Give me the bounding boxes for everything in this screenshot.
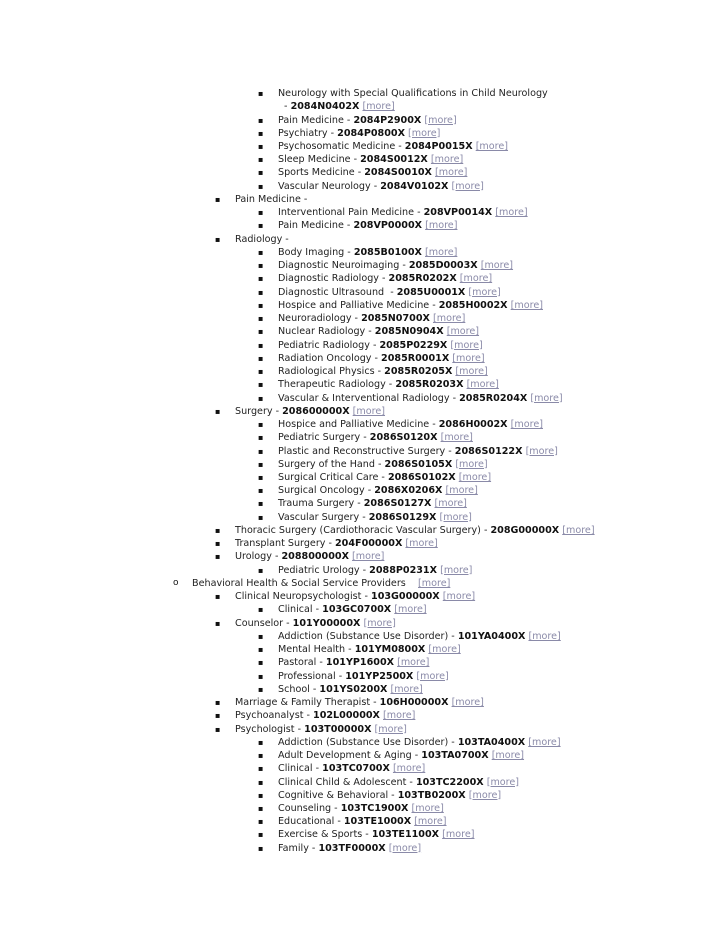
entry-text: [278, 166, 467, 179]
more-link[interactable]: [more]: [418, 577, 451, 589]
entry-text: [278, 272, 492, 285]
entry-label: Counseling -: [278, 803, 341, 814]
more-link[interactable]: [more]: [388, 842, 422, 854]
entry-label: Vascular Neurology -: [278, 180, 381, 192]
more-link[interactable]: [more]: [528, 736, 561, 748]
entry-text: [278, 603, 427, 616]
entry-text: [278, 471, 491, 484]
entry-text: [278, 153, 463, 166]
bullet-icon: ▪: [258, 367, 264, 376]
entry-label: Sleep Medicine -: [278, 154, 361, 166]
entry-text: [235, 405, 385, 418]
bullet-icon: ▪: [258, 777, 264, 787]
more-link[interactable]: [more]: [445, 485, 478, 497]
entry-label: Pediatric Surgery -: [278, 432, 370, 444]
entry-text: [278, 736, 561, 749]
taxonomy-code: 2086S0122X: [454, 445, 523, 457]
taxonomy-code: 2085R0203X: [395, 379, 464, 391]
entry-text: [278, 246, 457, 259]
more-link[interactable]: [more]: [440, 564, 473, 576]
bullet-icon: ▪: [258, 565, 264, 575]
entry-text: [278, 325, 479, 338]
more-link[interactable]: [more]: [442, 829, 475, 841]
more-link[interactable]: [more]: [466, 379, 499, 391]
bullet-icon: ▪: [258, 605, 264, 615]
bullet-icon: ▪: [258, 300, 264, 310]
more-link[interactable]: [more]: [510, 299, 543, 311]
bullet-icon: ▪: [258, 804, 264, 813]
entry-text: [278, 828, 474, 841]
more-link[interactable]: [more]: [530, 392, 563, 404]
entry-text: [235, 537, 438, 550]
entry-label: Neuroradiology -: [278, 313, 362, 325]
entry-text: [281, 100, 395, 113]
bullet-icon: ▪: [258, 327, 264, 337]
entry-label: Psychologist -: [235, 723, 305, 735]
more-link[interactable]: [more]: [432, 313, 466, 325]
bullet-icon: ▪: [258, 843, 264, 853]
entry-text: [278, 114, 457, 127]
bullet-icon: ▪: [258, 486, 264, 496]
more-link[interactable]: [more]: [451, 697, 484, 708]
entry-label: Addiction (Substance Use Disorder) -: [278, 630, 458, 642]
taxonomy-code: 2085D0003X: [408, 260, 478, 272]
entry-label: Mental Health -: [278, 644, 355, 656]
entry-text: [278, 776, 519, 789]
entry-label: Exercise & Sports -: [278, 829, 372, 841]
more-link[interactable]: [more]: [408, 127, 441, 139]
taxonomy-code: 101YP1600X: [325, 657, 395, 669]
bullet-icon: ▪: [258, 287, 264, 297]
entry-text: [278, 259, 513, 272]
entry-text: [278, 365, 488, 378]
bullet-icon: ▪: [258, 671, 264, 681]
taxonomy-code: 204F00000X: [335, 538, 403, 550]
entry-text: [278, 378, 499, 391]
bullet-icon: ▪: [258, 261, 264, 271]
entry-text: [278, 206, 528, 219]
more-link[interactable]: [more]: [455, 366, 488, 377]
bullet-icon: ▪: [258, 393, 264, 403]
more-link[interactable]: [more]: [414, 816, 447, 828]
more-link[interactable]: [more]: [458, 472, 492, 483]
taxonomy-code: 208VP0000X: [353, 220, 423, 232]
taxonomy-code: 2088P0231X: [369, 564, 438, 576]
entry-label: Psychiatry -: [278, 127, 338, 139]
entry-label: Surgical Oncology -: [278, 485, 375, 497]
entry-label: Diagnostic Ultrasound -: [278, 286, 397, 298]
entry-label: Therapeutic Radiology -: [278, 379, 396, 391]
entry-label: Behavioral Health & Social Service Providers: [192, 577, 415, 589]
more-link[interactable]: [more]: [390, 683, 423, 695]
entry-label: Pain Medicine -: [235, 193, 311, 205]
taxonomy-code: 2086S0129X: [368, 511, 437, 523]
more-link[interactable]: [more]: [394, 604, 427, 616]
bullet-icon: ▪: [215, 711, 221, 721]
bullet-icon: ▪: [215, 406, 221, 416]
entry-label: Pain Medicine -: [278, 220, 354, 232]
entry-label: Surgical Critical Care -: [278, 472, 388, 483]
taxonomy-code: 2086H0002X: [438, 419, 508, 430]
entry-label: Professional -: [278, 670, 346, 682]
entry-label: Clinical Child & Adolescent -: [278, 776, 416, 788]
more-link[interactable]: [more]: [411, 803, 444, 814]
entry-label: Pain Medicine -: [278, 114, 354, 126]
taxonomy-code: 2084V0102X: [380, 180, 449, 192]
bullet-icon: ▪: [215, 698, 221, 707]
taxonomy-code: 103TE1100X: [371, 829, 440, 841]
entry-label: Marriage & Family Therapist -: [235, 697, 380, 708]
bullet-icon: ▪: [215, 592, 221, 602]
bullet-icon: ▪: [258, 433, 264, 443]
bullet-icon: ▪: [258, 142, 264, 151]
more-link[interactable]: [more]: [416, 670, 449, 682]
entry-label: School -: [278, 683, 320, 695]
entry-text: [192, 577, 450, 590]
entry-text: [235, 617, 396, 630]
entry-text: [278, 842, 421, 855]
taxonomy-code: 2086S0105X: [384, 458, 453, 470]
bullet-icon: ▪: [215, 618, 221, 628]
more-link[interactable]: [more]: [440, 432, 473, 444]
entry-label: Radiation Oncology -: [278, 352, 382, 364]
bullet-icon: ▪: [258, 168, 264, 178]
entry-text: [278, 802, 444, 815]
more-link[interactable]: [more]: [495, 207, 528, 219]
taxonomy-code: 2085R0001X: [381, 352, 450, 364]
entry-text: [278, 87, 548, 100]
entry-label: Diagnostic Neuroimaging -: [278, 260, 409, 272]
taxonomy-code: 208600000X: [282, 405, 350, 417]
entry-label: Interventional Pain Medicine -: [278, 207, 424, 219]
taxonomy-code: 103TA0400X: [457, 736, 526, 748]
entry-label: Surgery of the Hand -: [278, 458, 385, 470]
entry-text: [278, 339, 483, 352]
entry-label: Body Imaging -: [278, 246, 354, 258]
bullet-icon: ▪: [258, 684, 264, 694]
entry-text: [278, 789, 501, 802]
entry-label: Adult Development & Aging -: [278, 750, 422, 761]
more-link[interactable]: [more]: [525, 445, 558, 457]
bullet-icon: ▪: [215, 552, 221, 562]
entry-text: [278, 749, 524, 762]
entry-label: Psychoanalyst -: [235, 710, 314, 722]
bullet-icon: ▪: [258, 737, 264, 747]
taxonomy-code: 208800000X: [281, 551, 349, 563]
more-link[interactable]: [more]: [468, 286, 501, 298]
bullet-icon: ▪: [258, 512, 264, 522]
bullet-icon: ▪: [258, 115, 264, 125]
more-link[interactable]: [more]: [383, 710, 416, 722]
entry-text: [278, 392, 563, 405]
taxonomy-code: 102L00000X: [313, 710, 380, 722]
bullet-icon: ▪: [258, 459, 264, 469]
more-link[interactable]: [more]: [397, 657, 430, 669]
more-link[interactable]: [more]: [425, 220, 458, 232]
entry-label: Addiction (Substance Use Disorder) -: [278, 736, 458, 748]
taxonomy-code: 2084P0800X: [337, 127, 405, 139]
more-link[interactable]: [more]: [451, 180, 484, 192]
taxonomy-code: 2085U0001X: [396, 286, 466, 298]
bullet-icon: ▪: [258, 764, 264, 774]
bullet-icon: ▪: [258, 658, 264, 668]
taxonomy-code: 103TF0000X: [318, 842, 386, 854]
entry-text: [278, 497, 467, 510]
entry-label: -: [281, 101, 291, 113]
entry-text: [278, 630, 561, 643]
entry-text: [278, 670, 449, 683]
taxonomy-code: 2085R0205X: [384, 366, 453, 377]
more-link[interactable]: [more]: [510, 419, 543, 430]
entry-label: Cognitive & Behavioral -: [278, 789, 398, 801]
more-link[interactable]: [more]: [486, 776, 520, 788]
entry-text: [235, 524, 595, 537]
entry-text: [235, 723, 407, 736]
bullet-icon: ▪: [258, 181, 264, 191]
entry-label: Transplant Surgery -: [235, 538, 335, 550]
bullet-icon: ▪: [258, 420, 264, 429]
taxonomy-code: 2084P2900X: [353, 114, 422, 126]
entry-label: Radiological Physics -: [278, 366, 385, 377]
more-link[interactable]: [more]: [430, 154, 464, 166]
more-link[interactable]: [more]: [528, 630, 561, 642]
taxonomy-code: 103TC2200X: [415, 776, 484, 788]
more-link[interactable]: [more]: [362, 101, 395, 113]
taxonomy-code: 103TC1900X: [340, 803, 409, 814]
taxonomy-code: 2084N0402X: [290, 101, 360, 113]
entry-text: [278, 445, 558, 458]
entry-text: [278, 180, 484, 193]
bullet-icon: ▪: [258, 790, 264, 800]
bullet-icon: ▪: [215, 525, 221, 535]
entry-text: [235, 550, 384, 563]
taxonomy-code: 103TC0700X: [322, 763, 390, 775]
bullet-icon: ▪: [215, 194, 221, 204]
taxonomy-code: 101YM0800X: [354, 644, 426, 656]
taxonomy-code: 103TE1000X: [343, 816, 412, 828]
entry-text: [278, 286, 501, 299]
more-link[interactable]: [more]: [455, 458, 488, 470]
bullet-icon: ▪: [215, 234, 221, 244]
taxonomy-code: 208VP0014X: [423, 207, 493, 219]
more-link[interactable]: [more]: [468, 789, 502, 801]
taxonomy-code: 208G00000X: [490, 524, 560, 536]
entry-label: Clinical -: [278, 763, 323, 775]
bullet-icon: ▪: [258, 353, 264, 363]
taxonomy-code: 2084S0012X: [360, 154, 428, 166]
bullet-icon: ▪: [258, 473, 264, 482]
entry-label: Pastoral -: [278, 657, 326, 669]
bullet-icon: ▪: [258, 274, 264, 284]
entry-text: [278, 352, 485, 365]
bullet-icon: o: [173, 577, 179, 588]
entry-label: Trauma Surgery -: [278, 498, 364, 510]
taxonomy-code: 103TB0200X: [397, 789, 466, 801]
entry-label: Hospice and Palliative Medicine -: [278, 419, 439, 430]
bullet-icon: ▪: [258, 631, 264, 641]
entry-label: Urology -: [235, 551, 282, 563]
more-link[interactable]: [more]: [446, 326, 480, 338]
taxonomy-code: 2084P0015X: [404, 141, 473, 152]
more-link[interactable]: [more]: [434, 498, 467, 510]
taxonomy-code: 101YS0200X: [319, 683, 388, 695]
more-link[interactable]: [more]: [452, 352, 485, 364]
entry-text: [278, 643, 461, 656]
bullet-icon: ▪: [258, 380, 264, 390]
more-link[interactable]: [more]: [475, 141, 509, 152]
entry-label: Psychosomatic Medicine -: [278, 141, 405, 152]
entry-label: Pediatric Radiology -: [278, 339, 380, 351]
bullet-icon: ▪: [258, 247, 264, 257]
entry-text: [278, 511, 472, 524]
taxonomy-code: 106H00000X: [379, 697, 449, 708]
entry-text: [235, 709, 415, 722]
entry-label: Neurology with Special Qualifications in Child Neurology: [278, 88, 548, 99]
entry-label: Surgery -: [235, 405, 283, 417]
bullet-icon: ▪: [258, 645, 264, 655]
entry-text: [278, 127, 440, 140]
taxonomy-code: 2085N0700X: [361, 313, 430, 325]
entry-label: Sports Medicine -: [278, 167, 365, 179]
taxonomy-code: 103GC0700X: [322, 604, 392, 616]
taxonomy-code: 2085H0002X: [438, 299, 508, 311]
entry-text: [278, 656, 429, 669]
bullet-icon: ▪: [258, 751, 264, 760]
taxonomy-code: 2085N0904X: [374, 326, 444, 338]
entry-label: Clinical Neuropsychologist -: [235, 591, 372, 603]
more-link[interactable]: [more]: [435, 167, 468, 179]
entry-text: [278, 219, 457, 232]
bullet-icon: ▪: [258, 499, 264, 509]
taxonomy-code: 103G00000X: [371, 591, 440, 603]
bullet-icon: ▪: [258, 817, 264, 827]
more-link[interactable]: [more]: [424, 114, 457, 126]
entry-text: [278, 140, 508, 153]
more-link[interactable]: [more]: [442, 591, 476, 603]
entry-text: [278, 418, 543, 431]
bullet-icon: ▪: [258, 314, 264, 324]
entry-text: [278, 458, 488, 471]
entry-label: Vascular Surgery -: [278, 511, 369, 523]
bullet-icon: ▪: [258, 89, 264, 98]
taxonomy-code: 101Y00000X: [292, 617, 361, 629]
more-link[interactable]: [more]: [425, 246, 458, 258]
entry-text: [235, 233, 292, 246]
bullet-icon: ▪: [258, 830, 264, 840]
entry-label: Nuclear Radiology -: [278, 326, 375, 338]
taxonomy-code: 101YA0400X: [457, 630, 526, 642]
more-link[interactable]: [more]: [352, 405, 386, 417]
entry-text: [278, 484, 478, 497]
entry-text: [278, 683, 423, 696]
taxonomy-code: 2086S0120X: [369, 432, 438, 444]
entry-text: [278, 312, 465, 325]
more-link[interactable]: [more]: [491, 750, 525, 761]
more-link[interactable]: [more]: [459, 273, 493, 285]
entry-label: Radiology -: [235, 233, 292, 245]
taxonomy-code: 103TA0700X: [421, 750, 489, 761]
bullet-icon: ▪: [258, 446, 264, 456]
entry-text: [278, 815, 447, 828]
taxonomy-code: 103T00000X: [304, 723, 372, 735]
taxonomy-code: 2084S0010X: [364, 167, 432, 179]
more-link[interactable]: [more]: [480, 260, 514, 272]
entry-label: Pediatric Urology -: [278, 564, 370, 576]
taxonomy-code: 2085P0229X: [379, 339, 448, 351]
more-link[interactable]: [more]: [374, 723, 407, 735]
entry-label: Family -: [278, 842, 319, 854]
more-link[interactable]: [more]: [392, 763, 426, 775]
entry-label: Diagnostic Radiology -: [278, 273, 389, 285]
bullet-icon: ▪: [258, 208, 264, 218]
entry-label: Clinical -: [278, 604, 323, 616]
taxonomy-code: 2086X0206X: [374, 485, 443, 497]
entry-label: Thoracic Surgery (Cardiothoracic Vascular Surgery) -: [235, 524, 491, 536]
taxonomy-code: 2085R0202X: [388, 273, 457, 285]
bullet-icon: ▪: [215, 724, 221, 734]
more-link[interactable]: [more]: [439, 511, 472, 523]
more-link[interactable]: [more]: [405, 538, 438, 550]
bullet-icon: ▪: [258, 155, 264, 165]
bullet-icon: ▪: [215, 539, 221, 549]
entry-label: Hospice and Palliative Medicine -: [278, 299, 439, 311]
taxonomy-code: 2086S0127X: [363, 498, 432, 510]
bullet-icon: ▪: [258, 221, 264, 231]
more-link[interactable]: [more]: [562, 524, 595, 536]
entry-text: [235, 590, 475, 603]
taxonomy-code: 101YP2500X: [345, 670, 414, 682]
entry-label: Educational -: [278, 816, 344, 828]
bullet-icon: ▪: [258, 340, 264, 350]
more-link[interactable]: [more]: [428, 644, 461, 656]
entry-text: [235, 696, 484, 709]
more-link[interactable]: [more]: [352, 551, 385, 563]
more-link[interactable]: [more]: [363, 617, 396, 629]
entry-label: Vascular & Interventional Radiology -: [278, 392, 460, 404]
entry-text: [278, 431, 473, 444]
entry-label: Counselor -: [235, 617, 293, 629]
taxonomy-code: 2085R0204X: [459, 392, 528, 404]
entry-text: [278, 299, 543, 312]
entry-text: [235, 193, 310, 206]
entry-text: [278, 762, 425, 775]
more-link[interactable]: [more]: [450, 339, 483, 351]
taxonomy-code: 2085B0100X: [353, 246, 422, 258]
taxonomy-code: 2086S0102X: [387, 472, 456, 483]
bullet-icon: ▪: [258, 128, 264, 138]
entry-label: Plastic and Reconstructive Surgery -: [278, 445, 455, 457]
entry-text: [278, 564, 472, 577]
